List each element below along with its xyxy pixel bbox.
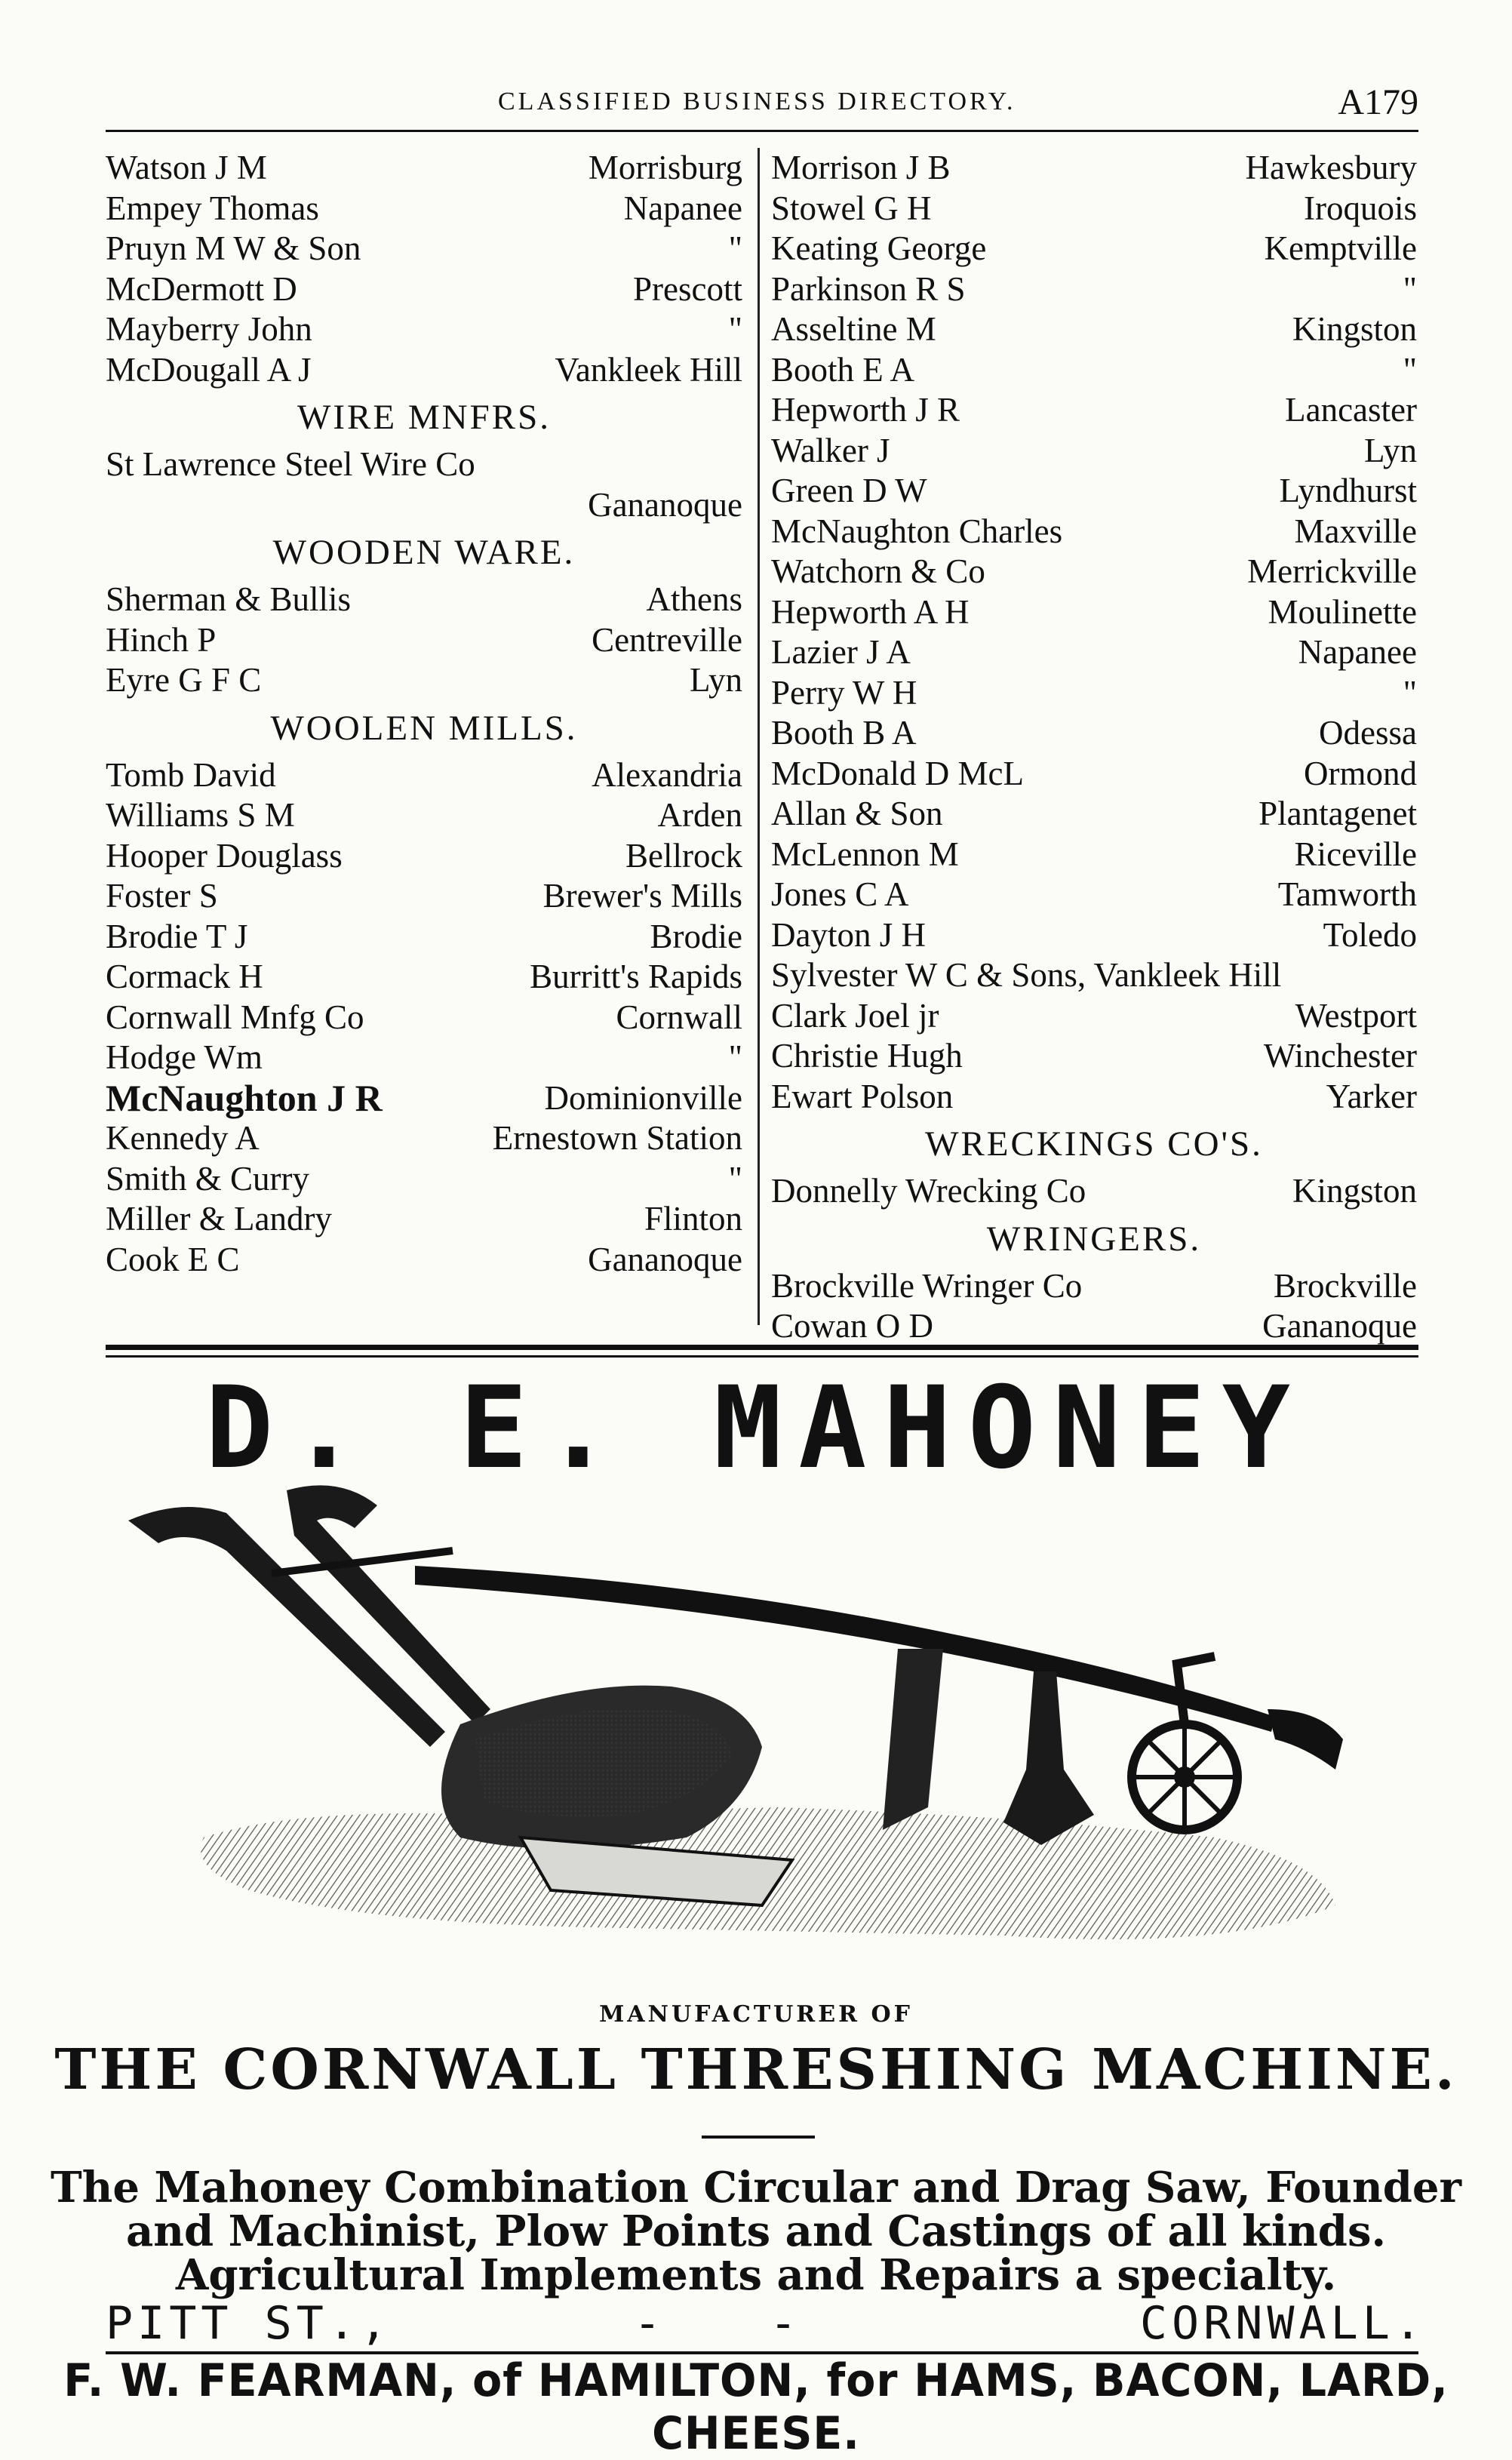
entry-place: Kemptville [1264,229,1417,267]
entry-name: Watchorn & Co [771,552,985,590]
entry-name: Cormack H [106,958,263,995]
directory-entry [106,795,742,836]
entry-place: Lancaster [1285,391,1417,429]
directory-entry [771,915,1417,956]
entry-place: Prescott [633,269,742,308]
directory-entry [771,713,1417,754]
entry-name: McDermott D [106,269,297,308]
plow-illustration [98,1483,1441,1981]
entry-name: Booth B A [771,714,917,752]
entry-name: Foster S [106,877,218,915]
directory-entry [771,673,1417,714]
entry-name: Cornwall Mnfg Co [106,998,364,1036]
directory-entry [771,309,1417,350]
entry-name: Hinch P [106,620,217,659]
entry-place: Cornwall [616,998,742,1036]
entry-name: Sylvester W C & Sons, Vankleek Hill [771,956,1282,994]
category-heading: WOOLEN MILLS. [270,708,578,748]
directory-entry [771,1171,1417,1212]
entry-place: Moulinette [1268,592,1417,631]
entry-name: Jones C A [771,875,909,913]
entry-place: Toledo [1323,915,1417,954]
entry-name: Stowel G H [771,189,932,227]
entry-name: Watson J M [106,149,267,186]
entry-name: Keating George [771,229,987,267]
entry-name: Asseltine M [771,310,936,348]
directory-entry [771,269,1417,310]
entry-place: Winchester [1263,1037,1417,1075]
product-underline [702,2136,815,2139]
entry-name: Pruyn M W & Son [106,229,361,267]
entry-name: Morrison J B [771,149,951,186]
directory-entry [106,580,742,620]
category-heading: WIRE MNFRS. [297,398,551,437]
entry-place: Lyn [1363,431,1417,469]
directory-entry [106,836,742,877]
directory-entry [106,1159,742,1200]
entry-name: Allan & Son [771,795,943,832]
entry-name: Brodie T J [106,917,248,955]
category-heading: WRECKINGS CO'S. [925,1124,1263,1164]
category-heading: WOODEN WARE. [272,533,576,572]
entry-name: Tomb David [106,755,276,794]
directory-entry [106,229,742,269]
entry-place: Alexandria [592,755,742,794]
entry-name: Hodge Wm [106,1038,263,1076]
entry-place: " [1403,269,1417,308]
entry-name: Sherman & Bullis [106,580,351,618]
entry-place: Flinton [644,1200,742,1238]
entry-name: Hooper Douglass [106,836,343,875]
advert-name: D. E. MAHONEY [205,1363,1307,1494]
entry-name: Miller & Landry [106,1200,332,1238]
directory-entry [106,957,742,998]
street-name: PITT ST., [106,2297,392,2350]
ad-top-rule-thin [106,1355,1418,1358]
directory-entry [106,620,742,661]
entry-place: Merrickville [1247,552,1417,590]
directory-entry [771,1036,1417,1077]
directory-entry [771,431,1417,472]
entry-name: Brockville Wringer Co [771,1266,1083,1305]
directory-entry [106,1078,742,1119]
entry-name: Hepworth A H [771,592,970,631]
directory-entry [106,660,742,701]
entry-name: Parkinson R S [771,269,966,308]
header-title: CLASSIFIED BUSINESS DIRECTORY. [498,88,1016,115]
directory-entry [106,309,742,350]
directory-entry [771,229,1417,269]
entry-name: McDougall A J [106,350,312,389]
entry-name: Smith & Curry [106,1159,310,1198]
entry-place: Centreville [592,620,742,659]
directory-entry [771,390,1417,431]
entry-place: Athens [646,580,742,618]
entry-name: Mayberry John [106,310,312,348]
entry-place: Gananoque [1262,1307,1417,1345]
directory-entry [106,917,742,958]
directory-entry [106,1199,742,1240]
advert-address [106,2297,1426,2357]
page-header [106,81,1418,124]
entry-name: Kennedy A [106,1119,260,1157]
directory-entry [771,632,1417,673]
left-column [106,148,742,1280]
entry-place: Maxville [1294,512,1417,550]
entry-place: Kingston [1292,1172,1417,1210]
entry-place: Odessa [1319,714,1417,752]
page-number: A179 [1338,82,1418,122]
advert-description [0,2163,1512,2300]
directory-entry [106,485,742,526]
entry-place: Brockville [1274,1266,1417,1305]
directory-entry [106,1118,742,1159]
description-line-1: The Mahoney Combination Circular and Drag Saw, Founder [50,2163,1462,2212]
entry-name: Green D W [771,472,927,509]
directory-entry [771,996,1417,1037]
advert-product: THE CORNWALL THRESHING MACHINE. [54,2037,1458,2102]
directory-entry [771,592,1417,633]
directory-entry [106,755,742,796]
entry-place: Lyn [689,661,742,699]
entry-place: Yarker [1326,1077,1417,1115]
entry-place: Ormond [1304,754,1417,792]
header-rule [106,130,1418,132]
entry-name: McLennon M [771,835,959,873]
directory-entry [106,876,742,917]
directory-entry [771,148,1417,189]
right-column [771,148,1417,1347]
entry-name: Cowan O D [771,1307,933,1345]
entry-place: Gananoque [588,485,742,524]
entry-place: Bellrock [625,836,742,875]
directory-entry [771,955,1417,996]
entry-name: McNaughton Charles [771,512,1063,550]
separator-dash-1: - [634,2297,666,2350]
entry-place: Kingston [1292,310,1417,348]
entry-place: Westport [1295,996,1417,1035]
directory-entry [771,835,1417,875]
entry-place: " [728,229,742,267]
entry-name: Perry W H [771,673,917,712]
entry-place: Ernestown Station [492,1119,742,1157]
entry-name: Dayton J H [771,915,926,954]
separator-dash-2: - [770,2297,802,2350]
footer-advert: F. W. FEARMAN, of HAMILTON, for HAMS, BACON, LARD, CHEESE. [63,2354,1449,2460]
description-line-3: Agricultural Implements and Repairs a specialty. [175,2250,1337,2300]
entry-place: Morrisburg [588,149,742,186]
ad-top-rule-thick [106,1345,1418,1350]
entry-name: Ewart Polson [771,1077,954,1115]
directory-entry [106,148,742,189]
entry-place: Hawkesbury [1245,149,1417,186]
directory-entry [106,998,742,1038]
entry-name: Clark Joel jr [771,996,939,1035]
directory-entry [771,1306,1417,1347]
entry-place: " [728,310,742,348]
entry-name: Williams S M [106,796,295,834]
entry-place: " [728,1038,742,1076]
entry-name: Booth E A [771,350,915,389]
directory-entry [106,1240,742,1281]
directory-entry [771,350,1417,391]
entry-name: Cook E C [106,1240,240,1278]
entry-place: Iroquois [1304,189,1417,227]
directory-entry [771,189,1417,229]
description-line-2: and Machinist, Plow Points and Castings of all kinds. [126,2206,1386,2256]
entry-place: Napanee [623,189,742,227]
entry-place: " [1403,673,1417,712]
entry-place: Napanee [1298,633,1417,671]
entry-name: Christie Hugh [771,1037,963,1075]
directory-entry [771,552,1417,592]
entry-place: " [1403,350,1417,389]
directory-entry [771,794,1417,835]
directory-entry [106,1038,742,1078]
directory-entry [771,1077,1417,1118]
directory-entry [106,350,742,391]
entry-place: Plantagenet [1258,795,1417,832]
entry-name: Lazier J A [771,633,911,671]
directory-entry [771,512,1417,552]
entry-place: Brewer's Mills [542,877,742,915]
manufacturer-of-label: MANUFACTURER OF [599,2001,913,2028]
entry-place: Brodie [650,917,742,955]
entry-name: St Lawrence Steel Wire Co [106,445,475,483]
directory-entry [106,189,742,229]
entry-name: Eyre G F C [106,661,262,699]
entry-name: Walker J [771,431,890,469]
town-name: CORNWALL. [1139,2297,1426,2350]
entry-name: McNaughton J R [106,1076,383,1119]
entry-place: Dominionville [544,1078,742,1117]
entry-name: Hepworth J R [771,391,960,429]
entry-name: Donnelly Wrecking Co [771,1172,1086,1210]
entry-place: Vankleek Hill [555,350,742,389]
directory-entry [771,1266,1417,1307]
entry-place: Lyndhurst [1279,472,1417,509]
directory-entry [771,754,1417,795]
entry-place: Gananoque [588,1240,742,1278]
entry-name: McDonald D McL [771,754,1024,792]
entry-name: Empey Thomas [106,189,319,227]
entry-place: Tamworth [1277,875,1417,913]
directory-entry [106,444,742,485]
column-divider [758,148,760,1325]
directory-entry [106,269,742,310]
entry-place: Riceville [1294,835,1417,873]
directory-entry [771,471,1417,512]
directory-entry [771,875,1417,915]
entry-place: Burritt's Rapids [530,958,742,995]
entry-place: Arden [657,796,742,834]
entry-place: " [728,1159,742,1198]
category-heading: WRINGERS. [986,1219,1202,1259]
